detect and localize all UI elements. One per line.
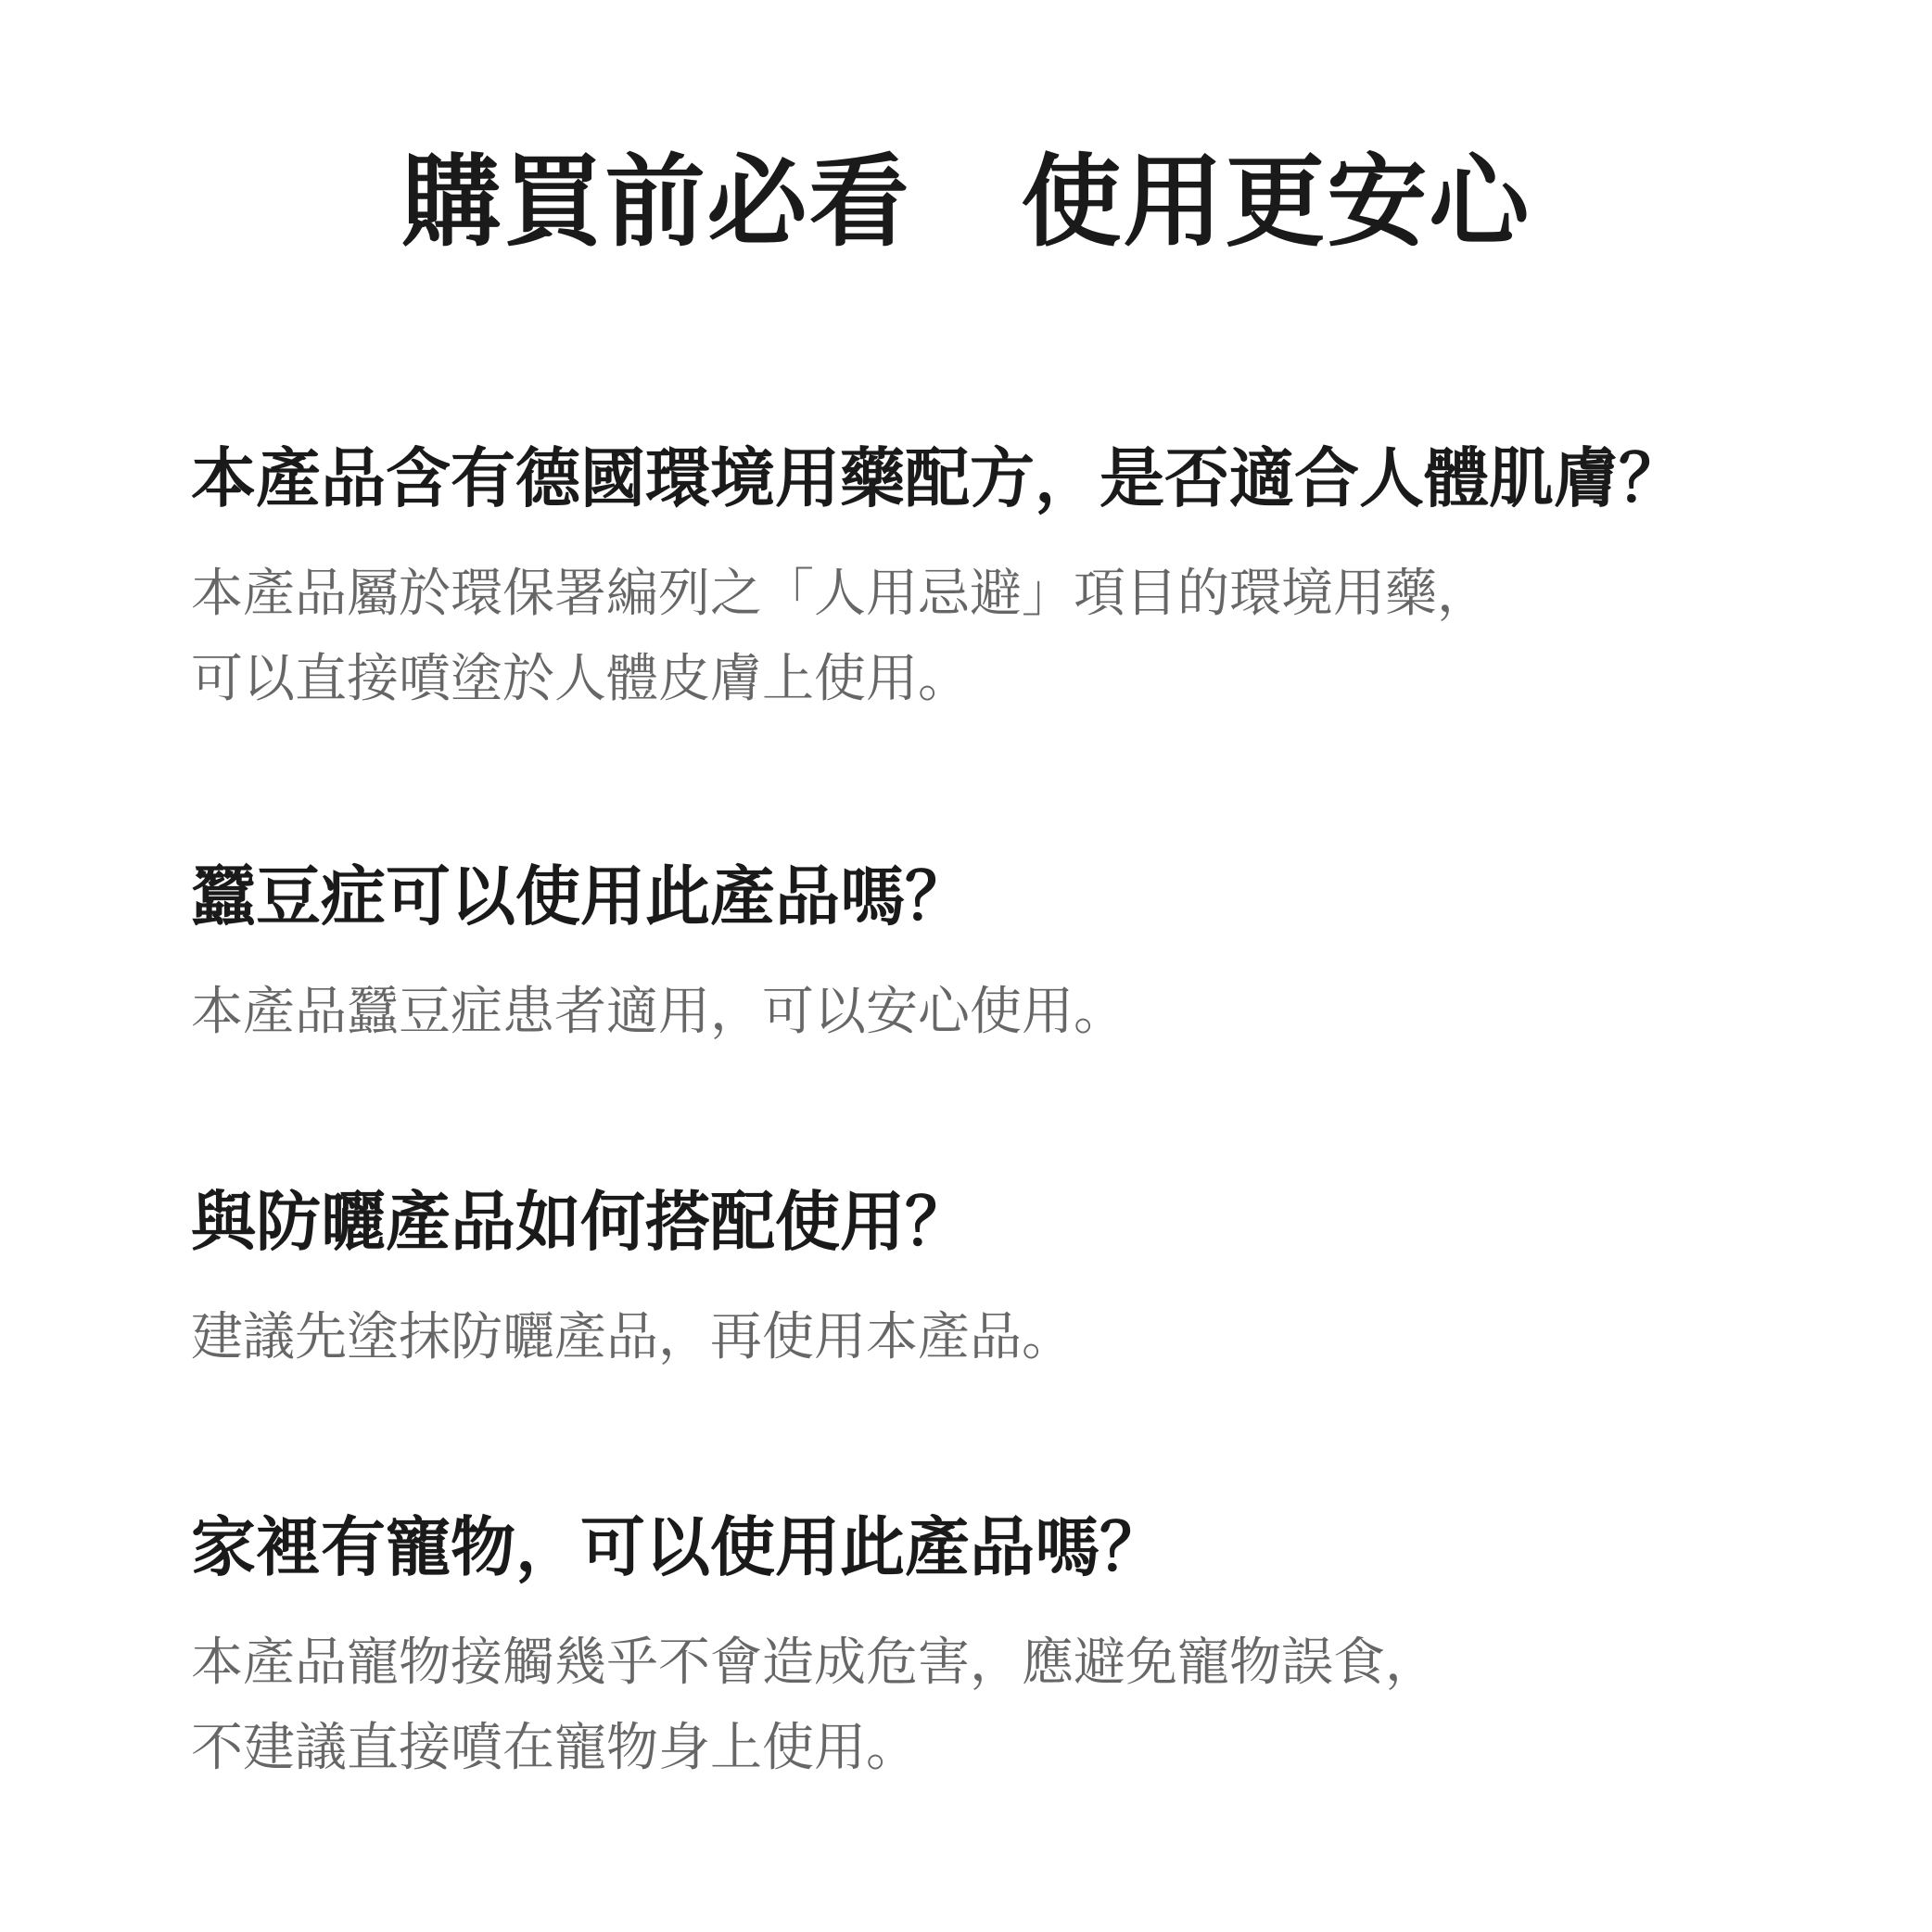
faq-answer-line: 本產品蠶豆症患者適用，可以安心使用。 — [191, 982, 1125, 1042]
faq-answer — [191, 1621, 1897, 1791]
faq-item — [191, 440, 1897, 722]
faq-answer — [191, 552, 1897, 722]
faq-answer-line: 本產品屬於環保署編列之「人用忌避」項目的環境用藥， — [191, 564, 1489, 624]
faq-item — [191, 1509, 1897, 1791]
faq-item — [191, 858, 1897, 1055]
faq-question: 本產品含有德國環境用藥配方，是否適合人體肌膚？ — [191, 440, 1684, 516]
faq-question: 家裡有寵物，可以使用此產品嗎？ — [191, 1509, 1164, 1585]
faq-answer — [191, 1295, 1897, 1380]
faq-answer-line: 建議先塗抹防曬產品，再使用本產品。 — [191, 1307, 1074, 1367]
faq-answer-line: 不建議直接噴在寵物身上使用。 — [191, 1718, 918, 1778]
faq-answer-line: 本產品寵物接觸幾乎不會造成危害，應避免寵物誤食， — [191, 1633, 1437, 1693]
page-title: 購買前必看 使用更安心 — [400, 145, 1532, 261]
faq-question: 蠶豆症可以使用此產品嗎？ — [191, 858, 970, 934]
faq-item — [191, 1184, 1897, 1380]
faq-answer — [191, 970, 1897, 1055]
faq-answer-line: 可以直接噴塗於人體皮膚上使用。 — [191, 649, 970, 709]
faq-question: 與防曬產品如何搭配使用？ — [191, 1184, 970, 1260]
